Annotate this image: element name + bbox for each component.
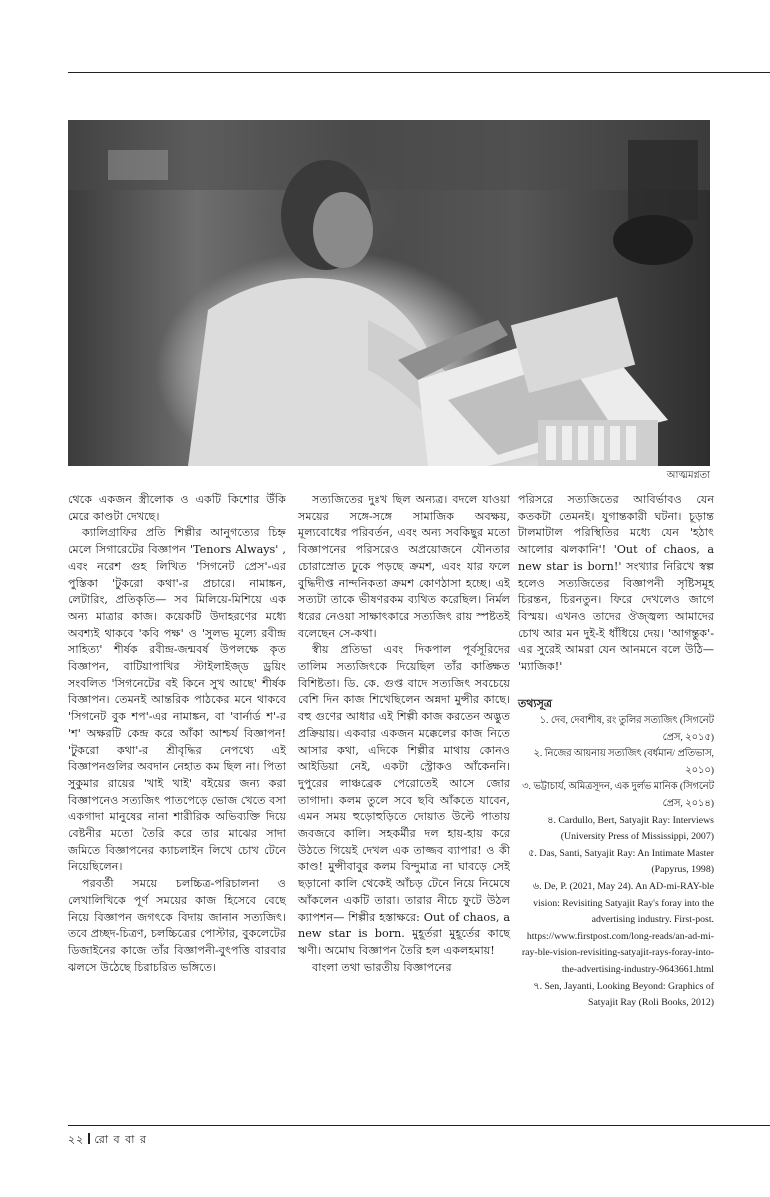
article-photo	[68, 120, 710, 466]
bottom-rule	[68, 1125, 770, 1126]
page-number: ২২	[68, 1133, 85, 1146]
references-title: তথ্যসূত্র	[518, 697, 552, 710]
article-column-3	[518, 492, 714, 676]
photo-caption: আত্মমগ্নতা	[666, 470, 710, 481]
references-list	[518, 713, 714, 1012]
paragraph: বাংলা তথা ভারতীয় বিজ্ঞাপনের	[312, 960, 452, 974]
photo-illustration	[68, 120, 710, 466]
article-column-1	[68, 492, 286, 976]
paragraph: পরিসরে সত্যজিতের আবির্ভাবও যেন কতকটা তেমনই। যুগান্তকারী ঘটনা। চূড়ান্ত টালমাটাল পরিস্থিতির মধ্যে যেন 'হঠাৎ আলোর ঝলকানি'! 'Out of chaos, a new star is born!' সংখ্যার নিরিখে স্বল্প হলেও সত্যজিতের বিজ্ঞাপনী সৃষ্টিসমূহ চিরন্তন, চিরনতুন। ফিরে দেখলেও জাগে বিস্ময়। এখনও তাদের ঔজ্জ্বল্য আমাদের চোখ আর মন দুই-ই ধাঁধিয়ে দেয়। 'আগন্তুক'-এর সুরেই আমরা যেন আনমনে বলে উঠি— 'ম্যাজিক!'	[518, 493, 714, 674]
reference-item: ২. নিজের আয়নায় সত্যজিৎ (বর্ধমান/ প্রতিভাস, ২০১০)	[533, 748, 714, 776]
paragraph: ক্যালিগ্রাফির প্রতি শিল্পীর আনুগত্যের চিহ্ন মেলে সিগারেটের বিজ্ঞাপন 'Tenors Always' , এবং নরেশ গুহ লিখিত 'সিগনেট প্রেস'-এর পুস্তিকা 'টুকরো কথা'-র প্রচারে। নামাঙ্কন, লেটারিং, প্রতিকৃতি— সব মিলিয়ে-মিশিয়ে এক অন্য মাত্রার কাজ। কয়েকটি উদাহরণের মধ্যে অবশ্যই থাকবে 'কবি পক্ষ' ও 'সুলভ মূল্যে রবীন্দ্র সাহিত্য' শীর্ষক রবীন্দ্র-জন্মবর্ষ উপলক্ষে কৃত বিজ্ঞাপন, বাটিয়াপাখির স্টাইলাইজ্‌ড ড্রয়িং সংবলিত 'সিগনেটের বই কিনে সুখ আছে' শীর্ষক বিজ্ঞাপন। তেমনই আন্তরিক পাঠকের মনে থাকবে 'সিগনেট বুক শপ'-এর নামাঙ্কন, বা 'বার্নার্ড শ'-র 'শ' অক্ষরটি কেন্দ্র করে আঁকা আশ্চর্য বিজ্ঞাপন! 'টুকরো কথা'-র শ্রীবৃদ্ধির নেপথ্যে এই বিজ্ঞাপনগুলির অবদান নেহাত কম ছিল না। পিতা সুকুমার রায়ের 'খাই খাই' বইয়ের জন্য করা বিজ্ঞাপনেও সত্যজিৎ পাতপেড়ে ভোজ খেতে বসা একগাদা মানুষের নানা শারীরিক অভিব্যক্তি দিয়ে বেষ্টনীর মতো তৈরি করে তার মাঝের সাদা জমিতে বিজ্ঞাপনের ক্যাচলাইন লিখে চোখ টেনে নিয়েছিলেন।	[68, 526, 286, 874]
top-rule	[68, 72, 770, 73]
reference-item: ৩. ভট্টাচার্য, অমিত্রসূদন, এক দুর্লভ মানিক (সিগনেট প্রেস, ২০১৪)	[522, 781, 714, 809]
footer-separator	[88, 1133, 90, 1144]
reference-item: ৬. De, P. (2021, May 24). An AD-mi-RAY-ble vision: Revisiting Satyajit Ray's foray into the advertising industry. First-post. https://www.firstpost.com/long-reads/an-ad-mi-ray-ble-vision-revisiting-satyajit-rays-foray-into-the-advertising-industry-9643661.html	[521, 880, 714, 975]
reference-item: ১. দেব, দেবাশীষ, রং তুলির সত্যজিৎ (সিগনেট প্রেস, ২০১৫)	[539, 715, 714, 743]
reference-item: ৭. Sen, Jayanti, Looking Beyond: Graphics of Satyajit Ray (Roli Books, 2012)	[533, 980, 714, 1009]
reference-item: ৫. Das, Santi, Satyajit Ray: An Intimate Master (Papyrus, 1998)	[528, 847, 714, 876]
publication-name: রো ব বা র	[94, 1133, 147, 1146]
page-footer	[68, 1131, 147, 1150]
paragraph: স্বীয় প্রতিভা এবং দিকপাল পূর্বসূরিদের তালিম সত্যজিৎকে দিয়েছিল তাঁর কাঙ্ক্ষিত বিশিষ্টতা। ডি. কে. গুপ্ত বাদে সত্যজিৎ সবচেয়ে বেশি দিন কাজ শিখেছিলেন অন্নদা মুন্সীর কাছে। বহু গুণের আধার এই শিল্পী কাজ করতেন অদ্ভুত প্রক্রিয়ায়। একবার একজন মক্কেলের কাজ নিতে আসার কথা, এদিকে শিল্পীর মাথায় কোনও আইডিয়া নেই, একটা স্ট্রোকও আঁকেননি। দুপুরের লাঞ্চব্রেক পেরোতেই আসে জোর তাগাদা। কলম তুলে সবে ছবি আঁকতে যাবেন, এমন সময় হুড়োহুড়িতে দোয়াত উল্টে পাতায় জবজবে কালি। সহকর্মীর দল হায়-হায় করে উঠতে গিয়েই দেখল এক তাজ্জব ব্যাপার! ও কী কাণ্ড! মুন্সীবাবুর কলম বিন্দুমাত্র না ঘাবড়ে সেই ছড়ানো কালি থেকেই আঁচড় টেনে নিয়ে নিমেষে আঁকলেন একটি তারা। তারার নীচে ফুটে উঠল ক্যাপশন— শিল্পীর হস্তাক্ষরে: Out of chaos, a new star is born. মুহূর্তরা মুহূর্তের কাছে ঋণী। অমোঘ বিজ্ঞাপন তৈরি হল একলহমায়!	[298, 643, 510, 957]
paragraph: থেকে একজন স্ত্রীলোক ও একটি কিশোর উঁকি মেরে কাণ্ডটা দেখছে।	[68, 493, 286, 523]
paragraph: সত্যজিতের দুঃখ ছিল অন্যত্র। বদলে যাওয়া সময়ের সঙ্গে-সঙ্গে সামাজিক অবক্ষয়, মূল্যবোধের পরিবর্তন, এবং অন্য সবকিছুর মতো বিজ্ঞাপনের পরিসরেও অপ্রয়োজনে যৌনতার চোরাস্রোত ঢুকে পড়ছে ক্রমশ, এবং যার ফলে বুদ্ধিদীপ্ত নান্দনিকতা ক্রমশ কোণঠাসা হচ্ছে। এই সত্যটা তাকে ভীষণরকম ব্যথিত করেছিল। নির্মল ধরের নেওয়া সাক্ষাৎকারে সত্যজিৎ রায় স্পষ্টতই বলেছেন সে-কথা।	[298, 493, 510, 640]
paragraph: পরবর্তী সময়ে চলচ্চিত্র-পরিচালনা ও লেখালিখিকে পূর্ণ সময়ের কাজ হিসেবে বেছে নিয়ে বিজ্ঞাপন জগৎকে বিদায় জানান সত্যজিৎ। তবে প্রচ্ছদ-চিত্রণ, চলচ্চিত্রের পোস্টার, বুকলেটের ডিজাইনের কাজে তাঁর বিজ্ঞাপনী-বুৎপত্তি বারবার ঝলসে উঠেছে চিরাচরিত ভঙ্গিতে।	[68, 877, 286, 974]
reference-item: ৪. Cardullo, Bert, Satyajit Ray: Interviews (University Press of Mississippi, 2007)	[547, 814, 714, 843]
article-column-2	[298, 492, 510, 976]
